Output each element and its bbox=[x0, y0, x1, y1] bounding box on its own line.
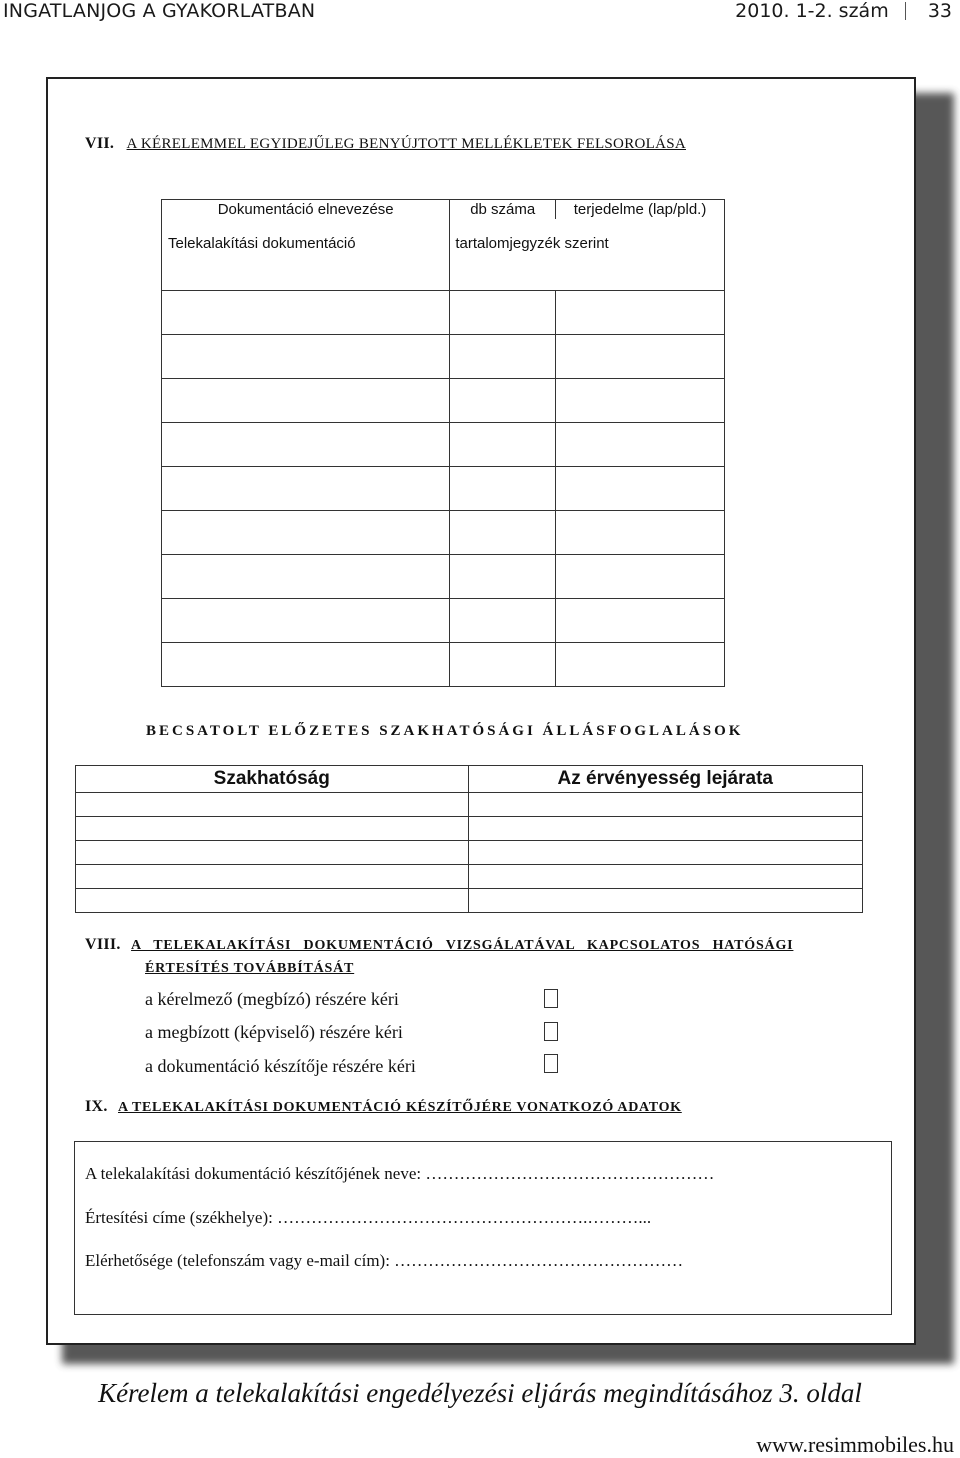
table-row bbox=[76, 889, 863, 913]
table-cell[interactable] bbox=[76, 841, 469, 865]
option-author: a dokumentáció készítője részére kéri bbox=[145, 1056, 416, 1076]
table-cell[interactable] bbox=[76, 817, 469, 841]
author-data-box bbox=[74, 1141, 892, 1315]
col-doc-name: Dokumentáció elnevezése bbox=[162, 200, 450, 220]
table-cell[interactable] bbox=[450, 291, 556, 335]
table-row bbox=[162, 511, 725, 555]
table-cell[interactable] bbox=[450, 379, 556, 423]
table-cell[interactable] bbox=[76, 793, 469, 817]
table-row bbox=[162, 423, 725, 467]
section-viii-heading bbox=[85, 936, 793, 954]
attachments-table bbox=[161, 199, 725, 687]
section-viii-number: VIII. bbox=[85, 936, 121, 953]
opinions-header-row bbox=[76, 766, 863, 793]
table-cell[interactable] bbox=[450, 423, 556, 467]
table-row bbox=[162, 335, 725, 379]
checkbox-applicant[interactable] bbox=[544, 989, 558, 1008]
table-row bbox=[162, 599, 725, 643]
table-cell[interactable] bbox=[162, 467, 450, 511]
table-cell[interactable] bbox=[450, 511, 556, 555]
author-name-line[interactable]: A telekalakítási dokumentáció készítőjének neve: …………………………………………… bbox=[85, 1164, 715, 1183]
table-row bbox=[162, 643, 725, 687]
table-cell[interactable] bbox=[162, 423, 450, 467]
table-cell[interactable] bbox=[450, 643, 556, 687]
table-cell[interactable] bbox=[556, 423, 725, 467]
header-separator bbox=[905, 2, 906, 20]
option-applicant: a kérelmező (megbízó) részére kéri bbox=[145, 989, 399, 1009]
section-ix-title: A TELEKALAKÍTÁSI DOKUMENTÁCIÓ KÉSZÍTŐJÉRE VONATKOZÓ ADATOK bbox=[118, 1100, 682, 1115]
table-row bbox=[162, 467, 725, 511]
table-row bbox=[162, 555, 725, 599]
table-row bbox=[162, 379, 725, 423]
table-cell[interactable] bbox=[468, 889, 863, 913]
section-viii-title-line2: ÉRTESÍTÉS TOVÁBBÍTÁSÁT bbox=[145, 961, 355, 976]
attachments-header-row bbox=[162, 200, 725, 220]
table-cell[interactable] bbox=[162, 291, 450, 335]
table-cell[interactable] bbox=[162, 335, 450, 379]
form-sheet bbox=[46, 77, 916, 1345]
table-cell[interactable] bbox=[556, 511, 725, 555]
section-vii-heading bbox=[85, 135, 686, 153]
first-row-doc: Telekalakítási dokumentáció bbox=[162, 219, 450, 291]
table-cell[interactable] bbox=[76, 889, 469, 913]
col-authority: Szakhatóság bbox=[76, 766, 469, 793]
section-ix-number: IX. bbox=[85, 1098, 108, 1115]
table-row bbox=[162, 291, 725, 335]
table-cell[interactable] bbox=[468, 865, 863, 889]
running-header-right bbox=[735, 0, 952, 22]
table-row bbox=[76, 865, 863, 889]
table-cell[interactable] bbox=[450, 335, 556, 379]
col-validity: Az érvényesség lejárata bbox=[468, 766, 863, 793]
table-cell[interactable] bbox=[556, 379, 725, 423]
table-cell[interactable] bbox=[468, 841, 863, 865]
col-count: db száma bbox=[450, 200, 556, 220]
author-address-line[interactable]: Értesítési címe (székhelye): ……………………………………………….………... bbox=[85, 1208, 652, 1227]
table-cell[interactable] bbox=[450, 555, 556, 599]
section-vii-title: A KÉRELEMMEL EGYIDEJŰLEG BENYÚJTOTT MELLÉKLETEK FELSOROLÁSA bbox=[126, 136, 686, 152]
footer-title: Kérelem a telekalakítási engedélyezési eljárás megindításához 3. oldal bbox=[98, 1378, 862, 1408]
table-cell[interactable] bbox=[162, 379, 450, 423]
table-cell[interactable] bbox=[450, 599, 556, 643]
section-ix-heading bbox=[85, 1098, 682, 1116]
table-cell[interactable] bbox=[162, 643, 450, 687]
author-contact-line[interactable]: Elérhetősége (telefonszám vagy e-mail cím): …………………………………………… bbox=[85, 1251, 684, 1270]
table-row bbox=[76, 793, 863, 817]
checkbox-representative[interactable] bbox=[544, 1022, 558, 1041]
section-viii-title-line1: A TELEKALAKÍTÁSI DOKUMENTÁCIÓ VIZSGÁLATÁVAL KAPCSOLATOS HATÓSÁGI bbox=[131, 938, 794, 953]
opinions-table bbox=[75, 765, 863, 913]
table-cell[interactable] bbox=[556, 335, 725, 379]
table-cell[interactable] bbox=[556, 643, 725, 687]
table-cell[interactable] bbox=[556, 291, 725, 335]
opinions-title: BECSATOLT ELŐZETES SZAKHATÓSÁGI ÁLLÁSFOGLALÁSOK bbox=[146, 723, 744, 739]
table-cell[interactable] bbox=[556, 467, 725, 511]
section-vii-number: VII. bbox=[85, 135, 115, 152]
first-row-contents: tartalomjegyzék szerint bbox=[450, 219, 725, 291]
website-link[interactable]: www.resimmobiles.hu bbox=[756, 1432, 954, 1457]
option-representative: a megbízott (képviselő) részére kéri bbox=[145, 1022, 403, 1042]
table-cell[interactable] bbox=[468, 817, 863, 841]
table-row bbox=[76, 841, 863, 865]
attachments-first-row bbox=[162, 219, 725, 291]
table-cell[interactable] bbox=[450, 467, 556, 511]
issue-label: 2010. 1-2. szám bbox=[735, 0, 889, 22]
table-cell[interactable] bbox=[556, 555, 725, 599]
table-cell[interactable] bbox=[468, 793, 863, 817]
checkbox-author[interactable] bbox=[544, 1054, 558, 1073]
table-cell[interactable] bbox=[76, 865, 469, 889]
page-number: 33 bbox=[927, 0, 952, 22]
table-cell[interactable] bbox=[162, 555, 450, 599]
running-header-title: INGATLANJOG A GYAKORLATBAN bbox=[3, 0, 316, 22]
table-cell[interactable] bbox=[162, 599, 450, 643]
table-cell[interactable] bbox=[162, 511, 450, 555]
table-cell[interactable] bbox=[556, 599, 725, 643]
col-extent: terjedelme (lap/pld.) bbox=[556, 200, 725, 220]
table-row bbox=[76, 817, 863, 841]
